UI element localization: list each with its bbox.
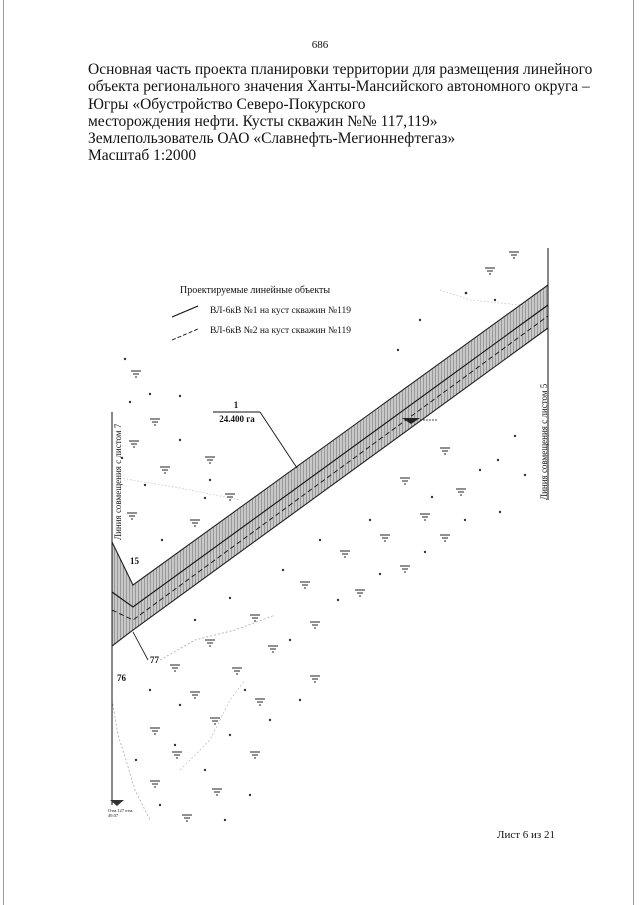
marsh-symbol [456, 489, 466, 495]
marsh-symbol [400, 566, 410, 572]
match-line-left-label: Линия совмещения с листом 7 [113, 423, 123, 540]
marsh-symbol [485, 268, 495, 274]
legend-item-line-1: ВЛ-6кВ №1 на куст скважин №119 [210, 306, 351, 316]
marsh-symbol [182, 815, 192, 821]
marsh-symbol [127, 513, 137, 519]
marsh-symbol [150, 419, 160, 425]
marsh-symbols [127, 252, 519, 821]
page-number: 686 [311, 39, 329, 51]
marsh-symbol [170, 665, 180, 671]
marsh-symbol [129, 441, 139, 447]
marsh-symbol [250, 615, 260, 621]
marsh-symbol [268, 646, 278, 652]
marsh-symbol [440, 535, 450, 541]
title-line: месторождения нефти. Кусты скважин №№ 117,119» [88, 112, 438, 130]
stamp-line: Отм.127 отм. [108, 808, 134, 813]
legend-title: Проектируемые линейные объекты [180, 285, 331, 296]
title-line: объекта регионального значения Ханты-Мансийского автономного округа – [88, 78, 590, 96]
forest-boundary [120, 478, 240, 500]
marsh-symbol [310, 622, 320, 628]
title-line: Югры «Обустройство Северо-Покурского [88, 95, 366, 113]
marsh-symbol [340, 551, 350, 557]
title-line: Основная часть проекта планировки территории для размещения линейного [88, 61, 593, 78]
forest-boundary [160, 615, 275, 660]
marsh-symbol [300, 582, 310, 588]
marsh-symbol [225, 494, 235, 500]
marsh-symbol [172, 752, 182, 758]
marsh-symbol [355, 590, 365, 596]
marsh-symbol [150, 728, 160, 734]
marsh-symbol [400, 478, 410, 484]
scale-line: Масштаб 1:2000 [88, 147, 197, 165]
marsh-symbol [440, 448, 450, 454]
marsh-symbol [205, 640, 215, 646]
parcel-number: 1 [233, 400, 239, 410]
corridor-fill [112, 285, 548, 646]
marsh-symbol [160, 467, 170, 473]
marsh-symbol [212, 789, 222, 795]
stamp-text [108, 808, 133, 818]
marsh-symbol [310, 676, 320, 682]
marsh-symbol [420, 514, 430, 520]
sheet-number: Лист 6 из 21 [497, 829, 556, 841]
point-77-leader [133, 632, 148, 660]
area-label-leader [260, 412, 297, 468]
forest-boundary [440, 290, 520, 305]
legend-swatch-solid [172, 306, 198, 317]
match-line-right-label: Линия совмещения с листом 5 [539, 383, 549, 500]
marsh-symbol [150, 781, 160, 787]
marsh-symbol [190, 692, 200, 698]
stamp-line: 49.07 [108, 813, 119, 818]
corridor-boundary-lower [112, 328, 548, 646]
marsh-symbol [205, 457, 215, 463]
marsh-symbol [232, 668, 242, 674]
marsh-symbol [255, 699, 265, 705]
title-line: Землепользователь ОАО «Славнефть-Мегионнефтегаз» [88, 130, 456, 148]
marsh-symbol [250, 752, 260, 758]
point-label-76: 76 [117, 673, 126, 683]
point-label-15: 15 [130, 556, 139, 566]
marsh-symbol [131, 371, 141, 377]
parcel-area: 24.400 га [219, 414, 255, 424]
forest-boundary [180, 680, 245, 770]
legend-item-line-2: ВЛ-6кВ №2 на куст скважин №119 [210, 326, 351, 336]
marsh-symbol [190, 520, 200, 526]
marsh-symbol [509, 252, 519, 258]
legend-swatch-dashed [172, 329, 198, 340]
point-label-77: 77 [150, 655, 159, 665]
marsh-symbol [380, 535, 390, 541]
